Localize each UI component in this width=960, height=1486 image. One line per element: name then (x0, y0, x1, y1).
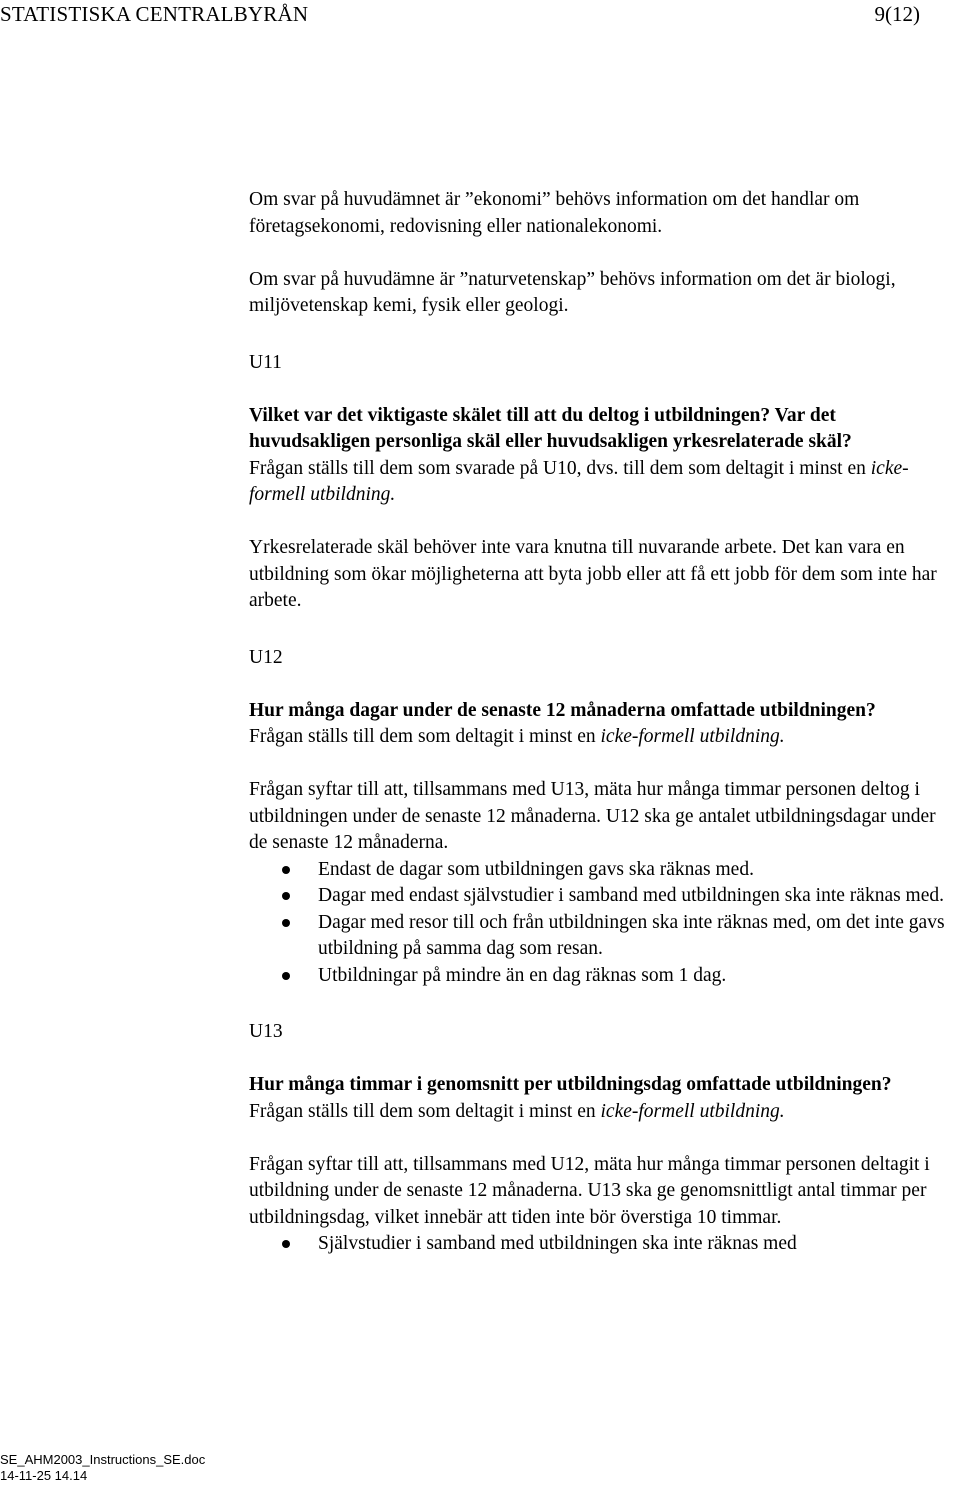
page-footer (0, 1452, 205, 1484)
asked-to-u11-text: Frågan ställs till dem som svarade på U10, dvs. till dem som deltagit i minst en (249, 457, 866, 479)
note-u12: Frågan syftar till att, tillsammans med U13, mäta hur många timmar personen deltog i utbildningen under de senaste 12 månaderna. U12 ska ge antalet utbildningsdagar under de senaste 12 månaderna. (249, 779, 936, 853)
footer-timestamp: 14-11-25 14.14 (0, 1468, 88, 1483)
asked-to-u12-italic: icke-formell utbildning. (600, 726, 785, 747)
question-u11: Vilket var det viktigaste skälet till att du deltog i utbildningen? Var det huvudsakligen personliga skäl eller huvudsakligen yrkesrelaterade skäl? (249, 404, 852, 452)
asked-to-u12 (249, 724, 949, 751)
page-number: 9(12) (874, 2, 920, 26)
footer-filename: SE_AHM2003_Instructions_SE.doc (0, 1452, 206, 1467)
list-item: Dagar med endast självstudier i samband med utbildningen ska inte räknas med. (249, 883, 949, 910)
document-body (249, 187, 949, 1258)
list-item: Dagar med resor till och från utbildningen ska inte räknas med, om det inte gavs utbildning på samma dag som resan. (249, 910, 949, 963)
asked-to-u11-italic: icke-formell utbildning. (249, 457, 909, 505)
intro-paragraph-economics: Om svar på huvudämnet är ”ekonomi” behövs information om det handlar om företagsekonomi, redovisning eller nationalekonomi. (249, 189, 860, 237)
section-code-u12: U12 (249, 646, 283, 668)
section-code-u11: U11 (249, 351, 282, 373)
question-u13: Hur många timmar i genomsnitt per utbildningsdag omfattade utbildningen? (249, 1074, 892, 1095)
asked-to-u13-text: Frågan ställs till dem som deltagit i minst en (249, 1100, 596, 1122)
asked-to-u13-italic: icke-formell utbildning. (600, 1100, 785, 1122)
note-u13: Frågan syftar till att, tillsammans med U12, mäta hur många timmar personen deltagit i utbildning under de senaste 12 månaderna. U13 ska ge genomsnittligt antal timmar per utbildningsdag, vilket innebär att tiden inte bör överstiga 10 timmar. (249, 1153, 930, 1228)
page-header (0, 2, 960, 32)
list-item: Utbildningar på mindre än en dag räknas som 1 dag. (249, 963, 949, 990)
section-code-u13: U13 (249, 1021, 283, 1042)
asked-to-u13 (249, 1099, 949, 1126)
intro-paragraph-science: Om svar på huvudämne är ”naturvetenskap” behövs information om det är biologi, miljövetenskap kemi, fysik eller geologi. (249, 268, 896, 316)
note-u11: Yrkesrelaterade skäl behöver inte vara knutna till nuvarande arbete. Det kan vara en utbildning som ökar möjligheterna att byta jobb eller att få ett jobb för dem som inte har arbete. (249, 537, 937, 611)
list-item: Endast de dagar som utbildningen gavs ska räknas med. (249, 857, 949, 884)
asked-to-u11 (249, 456, 949, 509)
question-u12: Hur många dagar under de senaste 12 månaderna omfattade utbildningen? (249, 699, 876, 721)
organization-name: STATISTISKA CENTRALBYRÅN (0, 2, 309, 26)
bullet-list-u13 (249, 1231, 949, 1258)
list-item: Självstudier i samband med utbildningen ska inte räknas med (249, 1231, 949, 1258)
asked-to-u12-text: Frågan ställs till dem som deltagit i minst en (249, 726, 596, 747)
bullet-list-u12 (249, 857, 949, 990)
